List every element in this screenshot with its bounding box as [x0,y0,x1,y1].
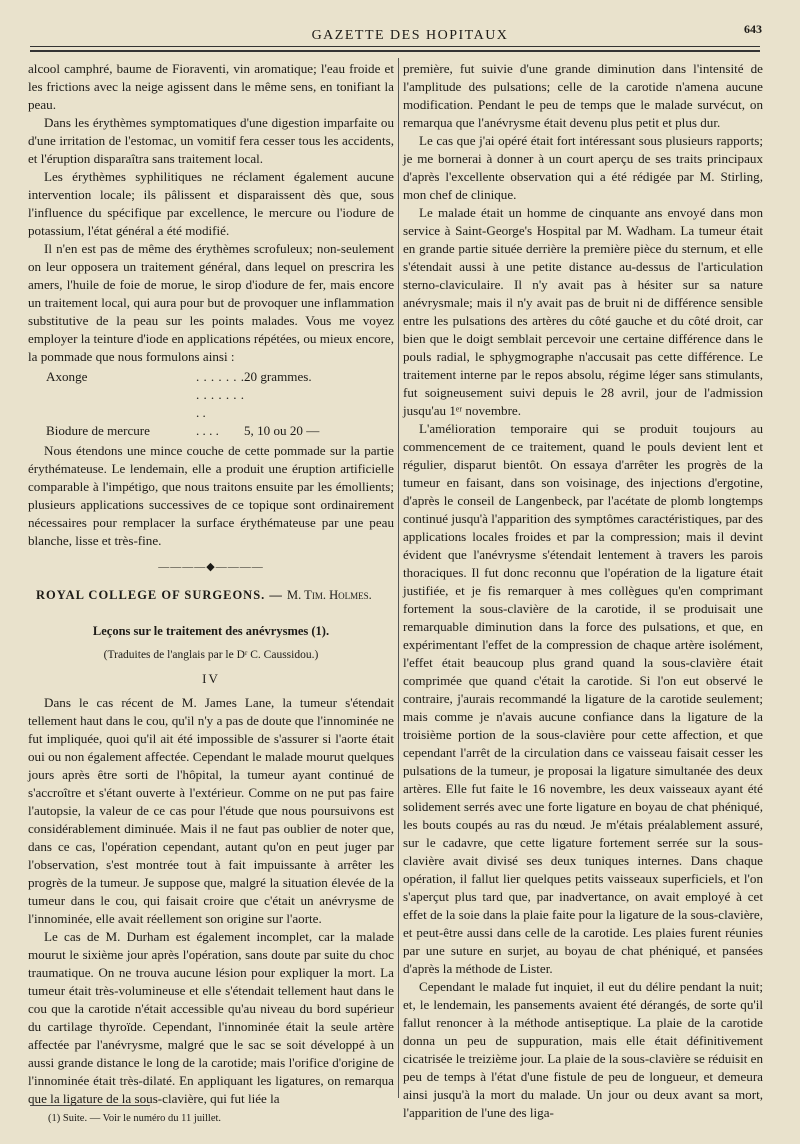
author-name: M. Tim. Holmes. [287,588,372,602]
paragraph: Le cas que j'ai opéré était fort intéressant sous plusieurs rapports; je me bornerai à donner à un court aperçu de ses traits principaux d'après l'excellente observation qui a été rédigée par M. Stirling, mon chef de clinique. [403,133,763,202]
prescription-formula [28,368,394,440]
paragraph: Dans le cas récent de M. James Lane, la tumeur s'étendait tellement haut dans le cou, qu'il n'y a pas de doute que l'innominée ne fut impliquée, quoi qu'il ait été impossible de s'assurer si l'aorte était oui ou non également affectée. Cependant le malade mourut quelques jours après être sorti de l'hôpital, la tumeur ayant continué de s'accroître et s'étant ouverte à l'extérieur. Comme on ne put pas faire l'autopsie, la valeur de ce cas pour l'étude que nous poursuivons est considérablement diminuée. Mais il ne faut pas oublier de noter que, dans ce cas, l'opération cependant, autant qu'on en peut juger par l'observation, s'est montrée tout à fait impuissante à arrêter les progrès de la tumeur. Je suppose que, malgré la situation élevée de la tumeur dans le cou, qui faisait croire que c'était un anévrysme de l'innominée, elle avait réellement son origine sur l'aorte. [28,695,394,926]
paragraph: L'amélioration temporaire qui se produit toujours au commencement de ce traitement, quand le pouls devient lent et régulier, disparut bientôt. On essaya d'arrêter les progrès de la tumeur en faisant, dans son voisinage, des injections d'ergotine, d'après le conseil de Langenbeck, par l'acétate de plomb longtemps continué jusqu'à l'apparition des symptômes caractéristiques, par des applications locales froides et par la compression; mais il devint évident que l'anévrysme s'étendait lentement à travers les parois thoraciques. Il fut donc reconnu que l'opération de la ligature était justifiée, et je fis remarquer à mes collègues qu'en comprimant fortement la sous-clavière de la carotide, il se produisait une remarquable diminution dans la force des pulsations, et que, en expérimentant l'effet de la compression de chaque artère isolément, l'effet était beaucoup plus grand quand la sous-clavière était comprimée que quand c'était la carotide. Si l'on eut observé le contraire, j'aurais recommandé la ligature de la carotide seulement; mais comme je n'avais aucune confiance dans la ligature de la troisième portion de la sous-clavière pour cette affection, et que cependant l'arrêt de la circulation dans ce vaisseau faisait cesser les pulsations de la tumeur, je proposai la ligature simultanée des deux artères. Elle fut faite le 16 novembre, les deux vaisseaux ayant été solidement serrés avec une forte ligature en boyau de chat phéniqué, les bouts coupés au ras du nœud. Je m'étais préalablement assuré, sur le cadavre, que cette ligature fortement serrée sur la sous-clavière avait divisé ses deux tuniques internes. Dans chaque opération, il fallut lier quelques petits vaisseaux superficiels, et l'on s'aperçut plus tard que, par inadvertance, on avait employé à cet effet de la soie dans la plaie faite pour la ligature de la sous-clavière, et peut-être aussi dans celle de la carotide. Les plaies furent réunies par une suture en surjet, au boyau de chat phéniqué, et pansées d'après la méthode de Lister. [403,421,763,976]
paragraph: Nous étendons une mince couche de cette pommade sur la partie érythémateuse. Le lendemain, elle a produit une éruption artificielle comparable à l'impétigo, que nous traitons ensuite par les émollients; plusieurs applications successives de ce topique sont ordinairement nécessaires pour remplacer la surface érythémateuse par une peau blanche, lisse et très-fine. [28,443,394,548]
journal-title: GAZETTE DES HOPITAUX [311,28,509,43]
ingredient-name: Biodure de mercure [46,423,150,438]
left-column [28,60,394,1104]
institution-name: ROYAL COLLEGE OF SURGEONS. — [36,588,283,602]
paragraph: Cependant le malade fut inquiet, il eut du délire pendant la nuit; et, le lendemain, les pansements avaient été dérangés, de sorte qu'il fallut renoncer à la méthode antiseptique. La plaie de la carotide donna un peu de suppuration, mais elle était définitivement cicatrisée le treizième jour. La plaie de la sous-clavière se réduisit en peu de temps à l'état d'une fistule de peu de longueur, et demeura ainsi jusqu'à la mort du malade. Un jour ou deux avant sa mort, l'apparition de l'une des liga- [403,979,763,1120]
ingredient-name: Axonge [46,369,88,384]
column-divider [398,58,399,1098]
translator-credit: (Traduites de l'anglais par le Dʳ C. Caussidou.) [103,649,319,661]
section-separator: ————◆———— [158,561,264,573]
ingredient-dose: 5, 10 ou 20 — [244,423,320,438]
formula-line [28,368,394,422]
header-rule-thin [30,46,760,47]
paragraph: alcool camphré, baume de Fioraventi, vin aromatique; l'eau froide et les frictions avec la neige agissent dans le même sens, en tonifiant la peau. [28,61,394,112]
section-heading [28,586,394,604]
paragraph: Il n'en est pas de même des érythèmes scrofuleux; non-seulement on leur opposera un traitement général, dans lequel on prescrira les amers, l'huile de foie de morue, le sirop d'iodure de fer, mais encore un traitement local, qui aura pour but de provoquer une inflammation substitutive de la peau sur les points malades. Vous me voyez employer la teinture d'iode en applications répétées, ou mieux encore, la pommade que nous formulons ainsi : [28,241,394,364]
paragraph: Le malade était un homme de cinquante ans envoyé dans mon service à Saint-George's Hospital par M. Wadham. La tumeur était en grande partie située derrière la première pièce du sternum, et elle s'étendait aussi à une petite distance au-dessus de l'articulation sterno-claviculaire. Il n'y avait pas à hésiter sur sa nature anévrysmale; mais il n'y avait pas de bruit ni de différence sensible entre les pulsations des artères du côté gauche et du côté droit, car bien que le doigt semblait percevoir une certaine différence dans le pouls radial, le sphygmographe n'accusait pas cette différence. Le traitement interne par le repos absolu, régime léger sans stimulants, fut soigneusement suivi depuis le 28 avril, jour de l'admission jusqu'au 1ᵉʳ novembre. [403,205,763,418]
article-title: Leçons sur le traitement des anévrysmes (1). [92,624,330,638]
paragraph: Les érythèmes syphilitiques ne réclament également aucune intervention locale; ils pâlissent et disparaissent dès que, sous l'influence du spécifique par excellence, le mercure ou l'iodure de potassium, l'état général a été modifié. [28,169,394,238]
paragraph: première, fut suivie d'une grande diminution dans l'intensité de l'amplitude des pulsations; celle de la carotide n'amena aucune modification. Pendant le peu de temps que le malade survécut, on remarqua que l'anévrysme était devenu plus petit et plus dur. [403,61,763,130]
footnote: (1) Suite. — Voir le numéro du 11 juillet. [48,1113,222,1124]
page-number: 643 [744,22,762,36]
lecture-number: IV [202,671,220,686]
header-rule-thick [30,50,760,52]
leader-dots: . . . . [196,423,219,438]
ingredient-dose: 20 grammes. [244,369,312,384]
paragraph: Le cas de M. Durham est également incomplet, car la malade mourut le sixième jour après l'opération, sans doute par suite du choc traumatique. On ne trouva aucune lésion pour expliquer la mort. La tumeur était très-volumineuse et elle s'étendait tellement haut dans le cou que la carotide n'était accessible qu'au niveau du bord supérieur du cartilage thyroïde. Cependant, l'innominée était la seule artère affectée par l'anévrysme, malgré que le sac se soit développé à un aussi grande distance le long de la carotide; mais l'orifice d'origine de l'innominée était très-dilaté. En appliquant les ligatures, on remarqua que la ligature de la sous-clavière, qui fut liée la [28,929,394,1106]
right-column [403,60,763,1120]
paragraph: Dans les érythèmes symptomatiques d'une digestion imparfaite ou d'une irritation de l'estomac, un vomitif fera cesser tous les accidents, et l'éruption disparaîtra sans traitement local. [28,115,394,166]
formula-line [28,422,394,440]
leader-dots: . . . . . . . . . . . . . . . . [196,369,244,420]
footnote-rule [30,1105,150,1106]
